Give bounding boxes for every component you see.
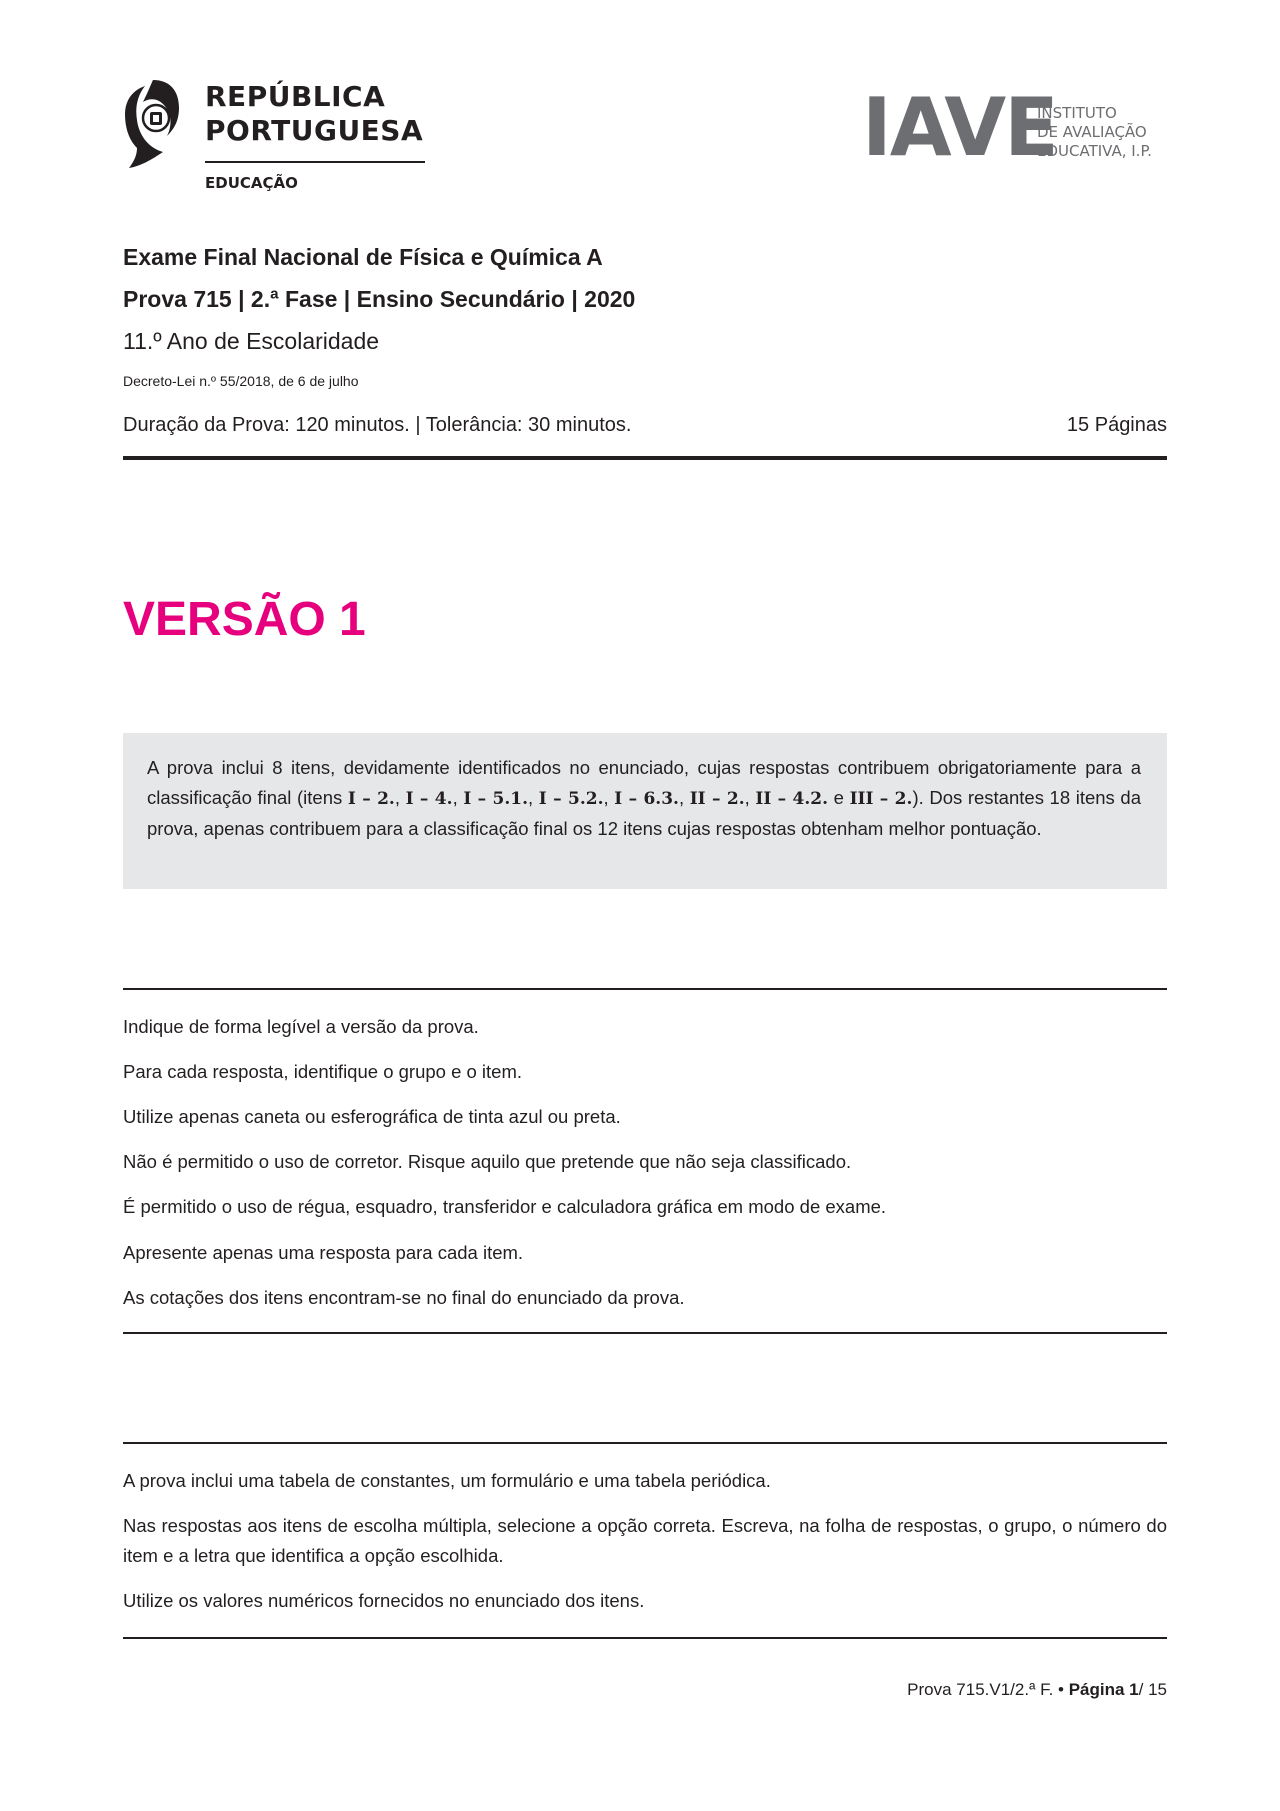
logo-divider xyxy=(205,161,425,163)
instruction-item: Indique de forma legível a versão da prova. xyxy=(123,1016,479,1037)
page-footer xyxy=(907,1680,1167,1700)
portuguese-coat-of-arms-icon xyxy=(123,78,181,168)
note-item: II – 2. xyxy=(689,789,745,809)
note-separator: , xyxy=(603,787,615,808)
note-item: I – 2. xyxy=(347,789,395,809)
iave-name xyxy=(1037,104,1152,161)
iave-line3: EDUCATIVA, I.P. xyxy=(1037,142,1152,160)
note-item: I – 5.1. xyxy=(463,789,529,809)
instruction2-item: A prova inclui uma tabela de constantes, um formulário e uma tabela periódica. xyxy=(123,1470,771,1491)
instruction2-item: Nas respostas aos itens de escolha múltipla, selecione a opção correta. Escreva, na folha de respostas, o grupo, o número do item e a letra que identifica a opção escolhida. xyxy=(123,1515,1167,1566)
note-conjunction: e xyxy=(828,787,850,808)
department-label: EDUCAÇÃO xyxy=(205,174,298,192)
instruction-item: Utilize apenas caneta ou esferográfica de tinta azul ou preta. xyxy=(123,1106,621,1127)
republica-portuguesa-logo xyxy=(123,78,433,198)
footer-prefix: Prova 715.V1/2.ª F. • xyxy=(907,1680,1069,1699)
iave-line1: INSTITUTO xyxy=(1037,104,1117,122)
note-separator: , xyxy=(528,787,539,808)
note-item: III – 2. xyxy=(849,789,913,809)
iave-mark: IAVE xyxy=(862,81,1057,174)
note-separator: , xyxy=(452,787,464,808)
exam-decree: Decreto-Lei n.º 55/2018, de 6 de julho xyxy=(123,373,359,389)
instruction-item: Para cada resposta, identifique o grupo e o item. xyxy=(123,1061,523,1082)
note-item: I – 4. xyxy=(405,789,453,809)
exam-title: Exame Final Nacional de Física e Química A xyxy=(123,244,603,270)
instructions2-top-rule xyxy=(123,1442,1167,1444)
footer-suffix: / 15 xyxy=(1138,1680,1167,1699)
note-item: I – 6.3. xyxy=(614,789,679,809)
exam-page-count: 15 Páginas xyxy=(1066,414,1167,436)
instructions2-bottom-rule xyxy=(123,1637,1167,1639)
exam-prova-line: Prova 715 | 2.ª Fase | Ensino Secundário | 2020 xyxy=(123,286,636,312)
instruction-item: Apresente apenas uma resposta para cada item. xyxy=(123,1242,524,1263)
exam-school-year: 11.º Ano de Escolaridade xyxy=(123,328,380,354)
note-separator: , xyxy=(678,787,690,808)
note-separator: , xyxy=(394,787,406,808)
instructions-top-rule xyxy=(123,988,1167,990)
republica-line2: PORTUGUESA xyxy=(205,114,424,147)
mandatory-items-note xyxy=(123,733,1167,889)
instruction2-item: Utilize os valores numéricos fornecidos no enunciado dos itens. xyxy=(123,1590,645,1611)
iave-logo xyxy=(862,81,1172,175)
note-item: II – 4.2. xyxy=(755,789,829,809)
note-text-b: ). Dos restantes 18 itens da prova, apenas contribuem para a classificação final os 12 itens cujas respostas obtenham melhor pontuação. xyxy=(147,787,1141,839)
note-item: I – 5.2. xyxy=(538,789,604,809)
footer-page-label: Página 1 xyxy=(1068,1680,1139,1699)
header-divider xyxy=(123,456,1167,460)
instruction-item: Não é permitido o uso de corretor. Risque aquilo que pretende que não seja classificado. xyxy=(123,1151,852,1172)
instruction-item: É permitido o uso de régua, esquadro, transferidor e calculadora gráfica em modo de exame. xyxy=(123,1196,887,1217)
republica-line1: REPÚBLICA xyxy=(205,80,386,113)
instructions-bottom-rule xyxy=(123,1332,1167,1334)
instruction-item: As cotações dos itens encontram-se no final do enunciado da prova. xyxy=(123,1287,685,1308)
version-title: VERSÃO 1 xyxy=(123,593,366,646)
note-separator: , xyxy=(744,787,756,808)
exam-duration: Duração da Prova: 120 minutos. | Tolerância: 30 minutos. xyxy=(123,414,632,436)
note-text-a: A prova inclui 8 itens, devidamente identificados no enunciado, cujas respostas contribuem obrigatoriamente para a classificação final (itens xyxy=(147,757,1141,808)
iave-line2: DE AVALIAÇÃO xyxy=(1037,123,1147,141)
